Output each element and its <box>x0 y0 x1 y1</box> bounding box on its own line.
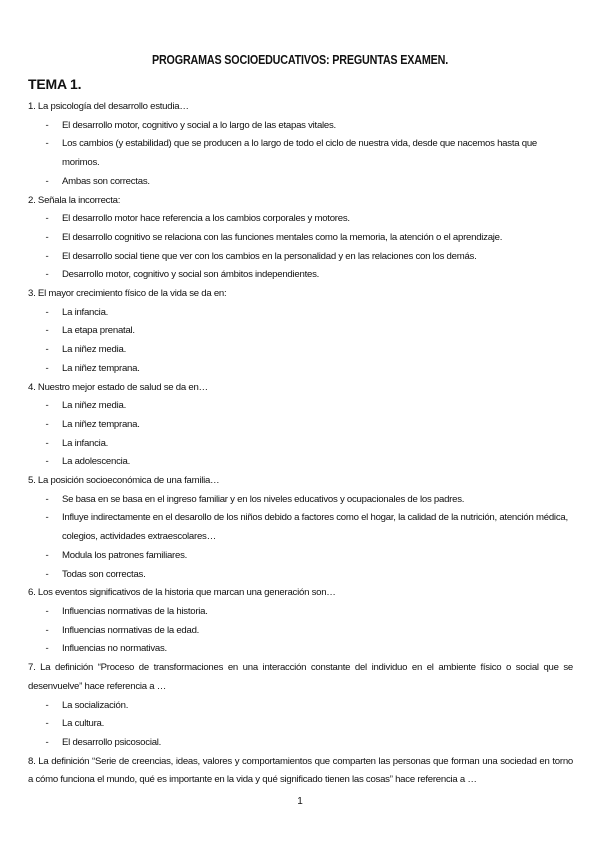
option-text: La infancia. <box>62 306 109 318</box>
option-text: La infancia. <box>62 437 109 449</box>
dash-bullet: - <box>45 643 49 655</box>
answer-option <box>28 416 573 435</box>
answer-option <box>28 397 573 416</box>
option-text: La niñez temprana. <box>62 418 140 430</box>
dash-bullet: - <box>45 699 49 711</box>
page-number: 1 <box>297 796 303 807</box>
option-text: El desarrollo social tiene que ver con los cambios en la personalidad y en las relaciones con los demás. <box>62 250 477 262</box>
question-list <box>28 98 573 790</box>
option-text: Influye indirectamente en el desarollo de los niños debido a factores como el hogar, la calidad de la nutrición, atención médica, colegios, actividades extraescolares… <box>62 512 568 543</box>
option-text: Influencias no normativas. <box>62 643 167 655</box>
option-text: La cultura. <box>62 718 105 730</box>
dash-bullet: - <box>45 605 49 617</box>
option-text: Los cambios (y estabilidad) que se producen a lo largo de todo el ciclo de nuestra vida, desde que nacemos hasta que morimos. <box>62 138 537 169</box>
option-text: El desarrollo motor hace referencia a los cambios corporales y motores. <box>62 213 350 225</box>
dash-bullet: - <box>45 400 49 412</box>
option-text: La niñez temprana. <box>62 362 140 374</box>
answer-option <box>28 547 573 566</box>
answer-option <box>28 117 573 136</box>
answer-option <box>28 491 573 510</box>
dash-bullet: - <box>45 493 49 505</box>
dash-bullet: - <box>45 736 49 748</box>
option-text: Ambas son correctas. <box>62 175 150 187</box>
question-text: 7. La definición “Proceso de transformaciones en una interacción constante del individuo en el ambiente físico o social que se desenvuelve” hace referencia a … <box>28 662 573 692</box>
question-text: 5. La posición socioeconómica de una familia… <box>28 475 220 487</box>
dash-bullet: - <box>45 344 49 356</box>
option-text: La etapa prenatal. <box>62 325 135 337</box>
option-text: El desarrollo cognitivo se relaciona con las funciones mentales como la memoria, la atención o el aprendizaje. <box>62 231 503 243</box>
option-text: El desarrollo motor, cognitivo y social a lo largo de las etapas vitales. <box>62 119 336 131</box>
question-text: 1. La psicología del desarrollo estudia… <box>28 101 189 112</box>
option-text: Desarrollo motor, cognitivo y social son ámbitos independientes. <box>62 269 320 281</box>
answer-option <box>28 622 573 641</box>
answer-option <box>28 697 573 716</box>
answer-option <box>28 341 573 360</box>
answer-option <box>28 322 573 341</box>
dash-bullet: - <box>45 325 49 337</box>
answer-option <box>28 360 573 379</box>
dash-bullet: - <box>45 549 49 561</box>
document-title: PROGRAMAS SOCIOEDUCATIVOS: PREGUNTAS EXAMEN. <box>151 53 449 67</box>
answer-option <box>28 509 573 546</box>
option-text: La socialización. <box>62 699 129 711</box>
section-heading: TEMA 1. <box>28 76 82 92</box>
dash-bullet: - <box>45 138 49 150</box>
dash-bullet: - <box>45 269 49 281</box>
dash-bullet: - <box>45 306 49 318</box>
question-text: 3. El mayor crecimiento físico de la vida se da en: <box>28 288 227 300</box>
option-text: Influencias normativas de la edad. <box>62 624 200 636</box>
option-text: Influencias normativas de la historia. <box>62 605 208 617</box>
dash-bullet: - <box>45 418 49 430</box>
option-text: La niñez media. <box>62 400 126 412</box>
dash-bullet: - <box>45 568 49 580</box>
question-text: 6. Los eventos significativos de la historia que marcan una generación son… <box>28 587 336 599</box>
answer-option <box>28 566 573 585</box>
option-text: Modula los patrones familiares. <box>62 549 188 561</box>
dash-bullet: - <box>45 437 49 449</box>
dash-bullet: - <box>45 231 49 243</box>
option-text: El desarrollo psicosocial. <box>62 736 162 748</box>
answer-option <box>28 266 573 285</box>
answer-option <box>28 248 573 267</box>
dash-bullet: - <box>45 624 49 636</box>
answer-option <box>28 135 573 172</box>
dash-bullet: - <box>45 718 49 730</box>
dash-bullet: - <box>45 512 49 524</box>
option-text: La niñez media. <box>62 344 126 356</box>
answer-option <box>28 173 573 192</box>
question-text: 4. Nuestro mejor estado de salud se da en… <box>28 381 208 393</box>
answer-option <box>28 453 573 472</box>
option-text: Todas son correctas. <box>62 568 146 580</box>
dash-bullet: - <box>45 119 49 131</box>
dash-bullet: - <box>45 250 49 262</box>
option-text: Se basa en se basa en el ingreso familiar y en los niveles educativos y ocupacionales de los padres. <box>62 493 465 505</box>
answer-option <box>28 603 573 622</box>
answer-option <box>28 715 573 734</box>
option-text: La adolescencia. <box>62 456 131 468</box>
answer-option <box>28 435 573 454</box>
dash-bullet: - <box>45 175 49 187</box>
question-text: 2. Señala la incorrecta: <box>28 194 121 206</box>
dash-bullet: - <box>45 213 49 225</box>
question-text: 8. La definición “Serie de creencias, ideas, valores y comportamientos que comparten las personas que forman una sociedad en torno a cómo funciona el mundo, qué es importante en la vida y qué significado tienen las cosas” hace referencia a … <box>28 755 573 786</box>
answer-option <box>28 640 573 659</box>
dash-bullet: - <box>45 362 49 374</box>
answer-option <box>28 210 573 229</box>
answer-option <box>28 304 573 323</box>
dash-bullet: - <box>45 456 49 468</box>
answer-option <box>28 734 573 753</box>
answer-option <box>28 229 573 248</box>
